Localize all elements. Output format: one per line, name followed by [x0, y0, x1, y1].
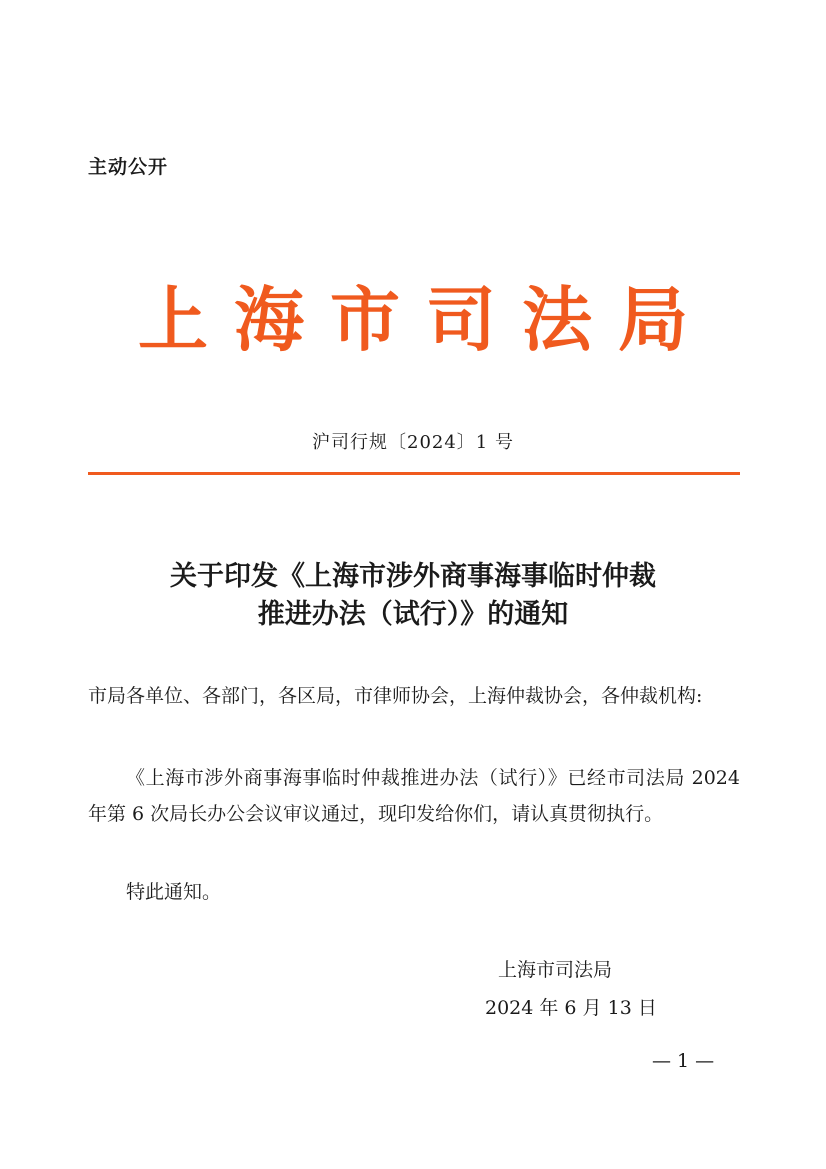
notice-title-line-1: 关于印发《上海市涉外商事海事临时仲裁	[170, 561, 656, 592]
notice-title-line-2: 推进办法（试行）》的通知	[257, 599, 569, 630]
page-number: — 1 —	[652, 1050, 715, 1072]
notice-title	[0, 558, 826, 634]
disclosure-label: 主动公开	[88, 156, 169, 178]
signature-date: 2024 年 6 月 13 日	[485, 997, 657, 1019]
organization-title: 上海市司法局	[138, 278, 714, 361]
red-divider-rule	[88, 472, 740, 475]
signature-issuer: 上海市司法局	[498, 959, 613, 981]
body-paragraph-2: 特此通知。	[126, 881, 222, 903]
document-number: 沪司行规〔2024〕1 号	[312, 432, 514, 453]
body-paragraph-1: 《上海市涉外商事海事临时仲裁推进办法（试行）》已经市司法局 2024 年第 6 次局长办公会议审议通过，现印发给你们，请认真贯彻执行。	[88, 767, 740, 825]
addressee: 市局各单位、各部门，各区局，市律师协会，上海仲裁协会，各仲裁机构:	[88, 685, 703, 707]
